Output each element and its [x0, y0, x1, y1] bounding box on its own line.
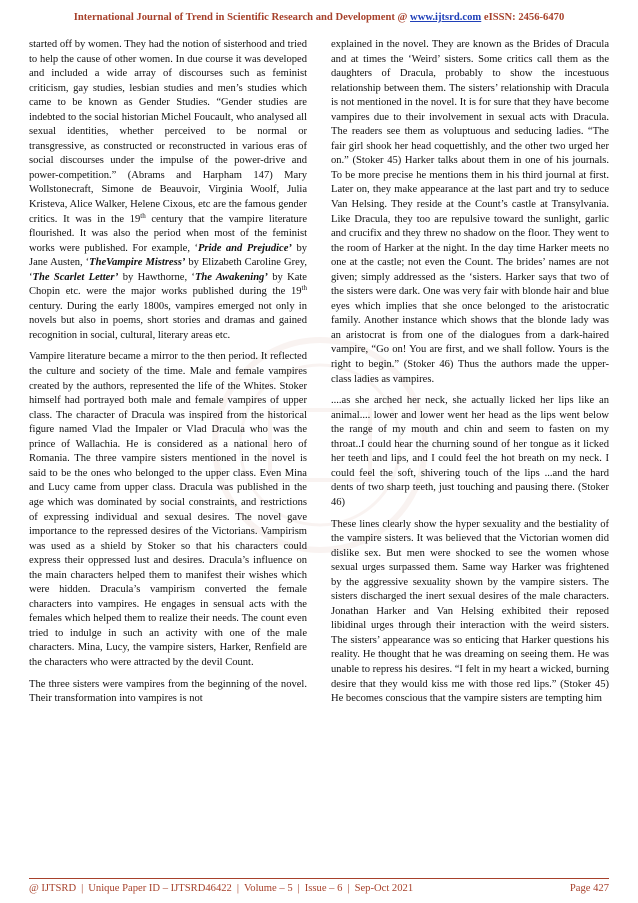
text-run: started off by women. They had the notion of sisterhood and tried to help the cause of other women. In due course it was developed and included a wide array of discourses such as feminist criticism, gay studies, lesbian studies and men’s studies which came to be known as Gender Studies. “Gender studies are indebted to the social historian Michel Foucault, who analysed all sexual identities, whether perceived to be normal or transgressive, as constructed or reconstructed in various eras of social discourses under the impulse of the power-drive and power-competition.” (Abrams and Harpham 147) Mary Wollstonecraft, Simone de Beauvoir, Virginia Woolf, Julia Kristeva, Alice Walker, Helene Cixous, etc are the famous gender critics. It was in the 19: [29, 39, 307, 225]
header-prefix: International Journal of Trend in Scientific Research and Development @: [73, 12, 411, 23]
footer-paper-id: Unique Paper ID – IJTSRD46422: [88, 883, 232, 894]
text-run: Vampire literature became a mirror to the then period. It reflected the culture and society of the time. Male and female vampires created by the authors, represented the life of the Whites. Stoker himself had portrayed both male and female vampires of upper class. The character of Dracula was inspired from the historical figure named Vlad the Impaler or Vlad Dracula who was the prince of Wallachia. He is considered as a national hero of Romania. The three vampire sisters mentioned in the novel is said to be the ones who belonged to the upper class. Even Mina and Lucy came from upper class. Dracula was published in the age which was dominated by social constraints, and restrictions of expressing individual and sexual desires. The novel gave importance to the repressed desires of the Victorians. Vampirism was used as a shield by Stoker so that his characters could express their oppressed lust and desires. Dracula’s influence on the main characters helped them to manifest their wishes which were hidden. Dracula’s vampirism converted the female characters into vampires. He engages in sensual acts with the females which helped them to realize their needs. The count even tried to indulge in such an activity with one of the male characters. Mina, Lucy, the vampire sisters, Harker, Renfield are the characters who were attracted by the devil Count.: [29, 351, 307, 668]
text-run: by Jane Austen, ‘: [29, 242, 307, 269]
footer-issue: Issue – 6: [304, 883, 343, 894]
left-column-paragraph: [29, 38, 307, 343]
left-column-paragraph: [29, 678, 307, 707]
right-column: [331, 38, 609, 707]
text-run: by Hawthorne, ‘: [118, 271, 195, 283]
left-column: [29, 38, 307, 707]
work-title: TheVampire Mistress’: [89, 257, 186, 269]
text-run: century that the vampire literature flourished. It was also the period when most of the feminist works were published. For example, ‘: [29, 213, 307, 254]
right-column-paragraph: [331, 518, 609, 707]
footer-info: @ IJTSRD | Unique Paper ID – IJTSRD46422 | Volume – 5 | Issue – 6 | Sep-Oct 2021: [29, 883, 414, 894]
running-header: [0, 12, 638, 23]
ordinal-suffix: th: [140, 211, 146, 220]
header-suffix: eISSN: 2456-6470: [481, 12, 565, 23]
footer-volume: Volume – 5: [243, 883, 293, 894]
work-title: Pride and Prejudice’: [197, 242, 292, 254]
footer-date: Sep-Oct 2021: [354, 883, 414, 894]
work-title: The Scarlet Letter’: [32, 271, 119, 283]
footer-journal: @ IJTSRD: [29, 883, 77, 894]
text-run: century. During the early 1800s, vampires emerged not only in novels but also in poems, short stories and dramas and gained recognition in social, cultural, literary areas etc.: [29, 300, 307, 341]
right-column-paragraph: [331, 38, 609, 387]
right-column-paragraph: [331, 394, 609, 510]
text-run: ....as she arched her neck, she actually licked her lips like an animal.... lower and lower went her head as the lips went below the range of my mouth and chin and seem to fasten on my throat..I could hear the churning sound of her tongue as it licked her teeth and lips, and I could feel the hot breath on my neck. I could feel the soft, shivering touch of the lips ...and the hard dents of two sharp teeth, just touching and pausing there. (Stoker 46): [331, 395, 609, 508]
text-run: by Elizabeth Caroline Grey, ‘: [29, 257, 307, 283]
ordinal-suffix: th: [301, 284, 307, 293]
journal-website-link[interactable]: www.ijtsrd.com: [410, 12, 482, 23]
left-column-paragraph: [29, 350, 307, 670]
page-number: Page 427: [569, 883, 609, 894]
work-title: The Awakening’: [194, 271, 268, 283]
text-run: The three sisters were vampires from the beginning of the novel. Their transformation into vampires is not: [29, 678, 307, 705]
text-run: by Kate Chopin etc. were the major works published during the 19: [29, 271, 307, 298]
text-run: explained in the novel. They are known as the Brides of Dracula and at times the ‘Weird’ sisters. Some critics call them as the daughters of Dracula, probably to show the incestuous relationship between them. The sisters’ relationship with Dracula is not mentioned in the novel. It is for sure that they have become vampires due to their involvement in sexual acts with Dracula. The readers see them as voluptuous and seducing ladies. “The fair girl shook her head coquettishly, and the other two urged her on.” (Stoker 45) Harker talks about them in one of his journals. To be more precise he mentions them in his third journal at first. Later on, they make appearance at the last part and try to seduce Van Helsing. They reside at the Count’s castle at Transylvania. Like Dracula, they too are repulsive toward the sunlight, garlic and crucifix and they threw no shadow on the floor. They went to the room of Harker at the night. In the day time Harker meets no one at the castle; not even the Count. The brides’ names are not given; simply addressed as the ‘sisters. Harker says that two of the sisters were dark. One was very fair with blonde hair and blue eyes which implies that she once belonged to the aristocratic family. Another instance which shows that the blonde lady was an aristocrat is from one of the dialogues from a dark-haired vampire, “Go on! You are first, and we shall follow. Yours is the right to begin.” (Stoker 46) Thus the authors made the upper-class ladies as vampires.: [331, 39, 609, 385]
text-run: These lines clearly show the hyper sexuality and the bestiality of the vampire sisters. It was believed that the Victorian women did dislike sex. But men were shocked to see the women whose sexual urges surpassed them. Same way Harker was frightened by the aggressive sexuality shown by the vampire sisters. The sisters discharged the inert sexual desires of the male characters. Jonathan Harker and Van Helsing exhibited their reposed libidinal urges through their interaction with the weird sisters. The sisters’ appearance was so enticing that Harker questions his reality. He thought that he was dreaming on seeing them. He was unable to repress his desires. “I felt in my heart a wicked, burning desire that they would kiss me with those red lips.” (Stoker 45) He becomes conscious that the vampire sisters are tempting him: [331, 518, 609, 705]
footer-divider: [29, 878, 609, 879]
